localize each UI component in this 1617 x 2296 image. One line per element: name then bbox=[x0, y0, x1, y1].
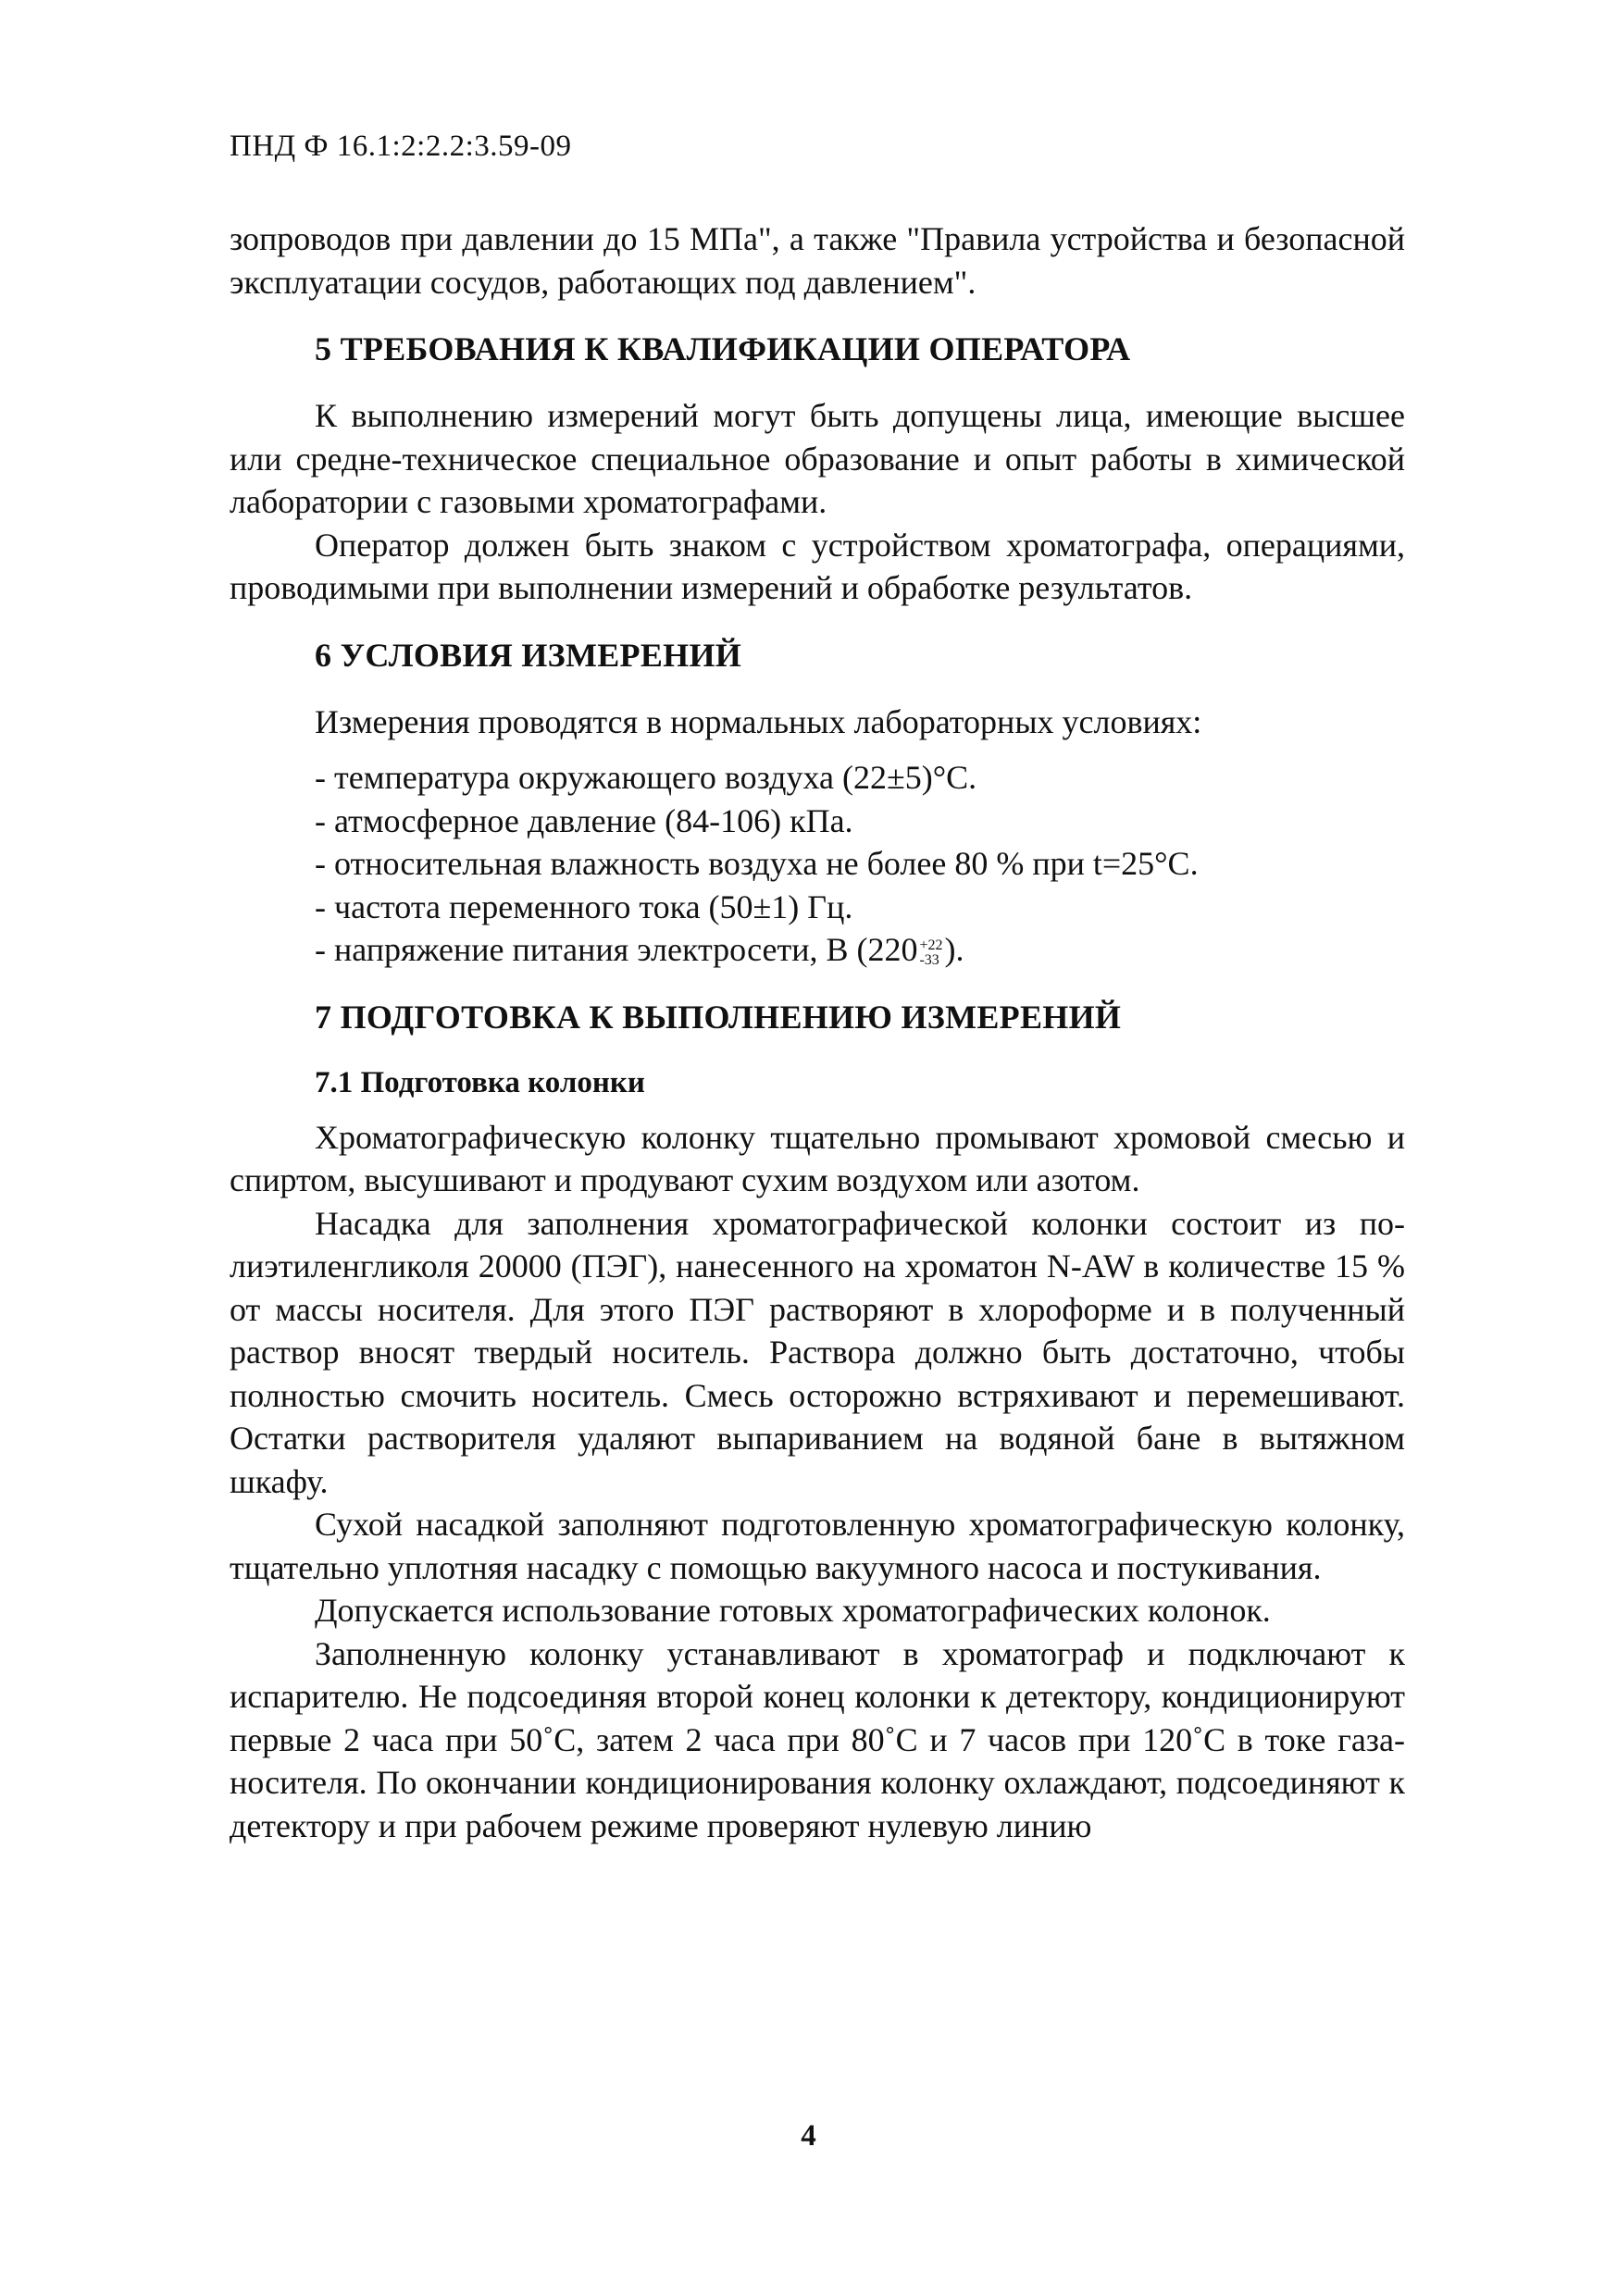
section-6-intro: Измерения проводятся в нормальных лабораторных условиях: bbox=[315, 702, 1202, 740]
conditions-list bbox=[230, 756, 1405, 972]
voltage-tolerance bbox=[919, 938, 942, 968]
section-6-heading: 6 УСЛОВИЯ ИЗМЕРЕНИЙ bbox=[315, 636, 742, 674]
section-5-paragraph-1: К выполнению измерений могут быть допущены лица, имеющие высшее или средне-техническое специальное образование и опыт работы в химической лаборатории с газовыми хроматографами. bbox=[230, 397, 1405, 520]
section-7-paragraph-2: Насадка для заполнения хроматографической колонки состоит из полиэтиленгликоля 20000 (ПЭГ), нанесенного на хроматон N-AW в количестве 15 % от массы носителя. Для этого ПЭГ растворяют в хлороформе и в полученный раствор вносят твердый носитель. Раствора должно быть достаточно, чтобы полностью смочить носитель. Смесь осторожно встряхивают и перемешивают. Остатки растворителя удаляют выпариванием на водяной бане в вытяжном шкафу. bbox=[230, 1204, 1405, 1500]
subsection-7-1-heading: 7.1 Подготовка колонки bbox=[315, 1065, 645, 1099]
page-number: 4 bbox=[801, 2119, 816, 2153]
voltage-tolerance-lower: -33 bbox=[919, 951, 939, 968]
section-7-paragraph-1: Хроматографическую колонку тщательно промывают хромовой смесью и спиртом, высушивают и продувают сухим воздухом или азотом. bbox=[230, 1118, 1405, 1198]
section-7-paragraph-5: Заполненную колонку устанавливают в хроматограф и подключают к испарителю. Не подсоединяя второй конец колонки к детектору, кондиционируют первые 2 часа при 50˚С, затем 2 часа при 80˚С и 7 часов при 120˚С в токе газа-носителя. По окончании кондиционирования колонку охлаждают, подсоединяют к детектору и при рабочем режиме проверяют нулевую линию bbox=[230, 1634, 1405, 1844]
condition-frequency: - частота переменного тока (50±1) Гц. bbox=[315, 887, 853, 925]
condition-pressure: - атмосферное давление (84-106) кПа. bbox=[315, 801, 853, 839]
document-body bbox=[230, 217, 1405, 1847]
section-7-paragraph-4: Допускается использование готовых хроматографических колонок. bbox=[315, 1592, 1271, 1629]
voltage-suffix: ). bbox=[944, 931, 964, 968]
section-5-paragraph-2: Оператор должен быть знаком с устройством хроматографа, операциями, проводимыми при выполнении измерений и обработке результатов. bbox=[230, 526, 1405, 606]
condition-humidity: - относительная влажность воздуха не более 80 % при t=25°С. bbox=[315, 845, 1199, 882]
condition-voltage bbox=[315, 928, 1405, 972]
document-code-header: ПНД Ф 16.1:2:2.2:3.59-09 bbox=[230, 130, 572, 163]
condition-temperature: - температура окружающего воздуха (22±5)°С. bbox=[315, 759, 977, 796]
voltage-prefix: - напряжение питания электросети, В (220 bbox=[315, 931, 918, 968]
section-5-heading: 5 ТРЕБОВАНИЯ К КВАЛИФИКАЦИИ ОПЕРАТОРА bbox=[315, 330, 1131, 367]
section-7-heading: 7 ПОДГОТОВКА К ВЫПОЛНЕНИЮ ИЗМЕРЕНИЙ bbox=[315, 998, 1122, 1036]
voltage-tolerance-upper: +22 bbox=[919, 937, 943, 953]
intro-paragraph: зопроводов при давлении до 15 МПа", а также "Правила устройства и безопасной эксплуатации сосудов, работающих под давлением". bbox=[230, 220, 1405, 301]
section-7-paragraph-3: Сухой насадкой заполняют подготовленную хроматографическую колонку, тщательно уплотняя насадку с помощью вакуумного насоса и постукивания. bbox=[230, 1506, 1405, 1586]
